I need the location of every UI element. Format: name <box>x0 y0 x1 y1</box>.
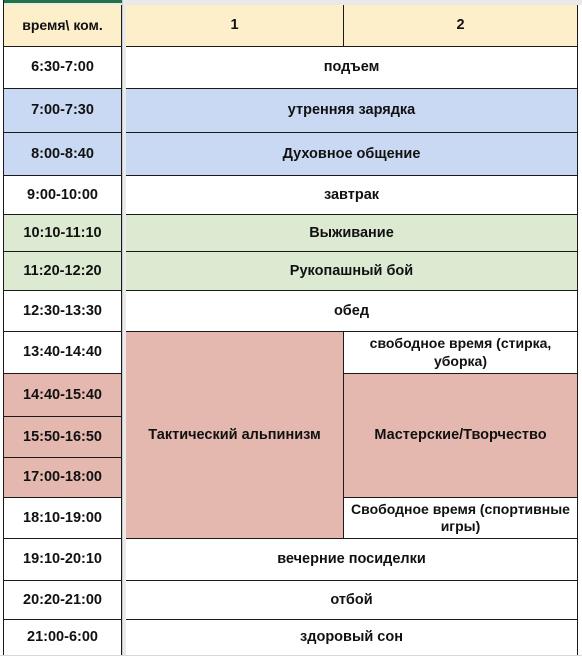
time-cell[interactable]: 9:00-10:00 <box>4 176 122 215</box>
activity-cell[interactable]: подъем <box>126 47 578 89</box>
header-team1-cell[interactable]: 1 <box>126 5 344 47</box>
activity-cell[interactable]: здоровый сон <box>126 620 578 656</box>
time-cell[interactable]: 11:20-12:20 <box>4 252 122 291</box>
time-cell[interactable]: 6:30-7:00 <box>4 47 122 89</box>
header-team2-cell[interactable]: 2 <box>344 5 578 47</box>
sheet-bottom-edge <box>0 655 582 662</box>
time-cell[interactable]: 18:10-19:00 <box>4 498 122 539</box>
team2-activity-cell[interactable]: Мастерские/Творчество <box>344 374 578 498</box>
time-cell[interactable]: 8:00-8:40 <box>4 133 122 176</box>
time-cell[interactable]: 12:30-13:30 <box>4 291 122 332</box>
team1-activity-cell[interactable]: Тактический альпинизм <box>126 332 344 539</box>
team2-activity-cell[interactable]: свободное время (стирка, уборка) <box>344 332 578 374</box>
activity-cell[interactable]: обед <box>126 291 578 332</box>
time-cell[interactable]: 7:00-7:30 <box>4 89 122 133</box>
time-cell[interactable]: 13:40-14:40 <box>4 332 122 374</box>
team2-activity-cell[interactable]: Свободное время (спортивные игры) <box>344 498 578 539</box>
time-cell[interactable]: 17:00-18:00 <box>4 458 122 498</box>
time-cell[interactable]: 20:20-21:00 <box>4 581 122 620</box>
activity-cell[interactable]: утренняя зарядка <box>126 89 578 133</box>
selection-indicator <box>2 0 122 3</box>
activity-cell[interactable]: отбой <box>126 581 578 620</box>
activity-cell[interactable]: Рукопашный бой <box>126 252 578 291</box>
time-cell[interactable]: 14:40-15:40 <box>4 374 122 417</box>
header-time-cell[interactable]: время\ ком. <box>4 5 122 47</box>
activity-cell[interactable]: Выживание <box>126 215 578 252</box>
time-cell[interactable]: 10:10-11:10 <box>4 215 122 252</box>
time-cell[interactable]: 19:10-20:10 <box>4 539 122 581</box>
time-cell[interactable]: 15:50-16:50 <box>4 417 122 458</box>
time-cell[interactable]: 21:00-6:00 <box>4 620 122 656</box>
activity-cell[interactable]: Духовное общение <box>126 133 578 176</box>
activity-cell[interactable]: вечерние посиделки <box>126 539 578 581</box>
activity-cell[interactable]: завтрак <box>126 176 578 215</box>
